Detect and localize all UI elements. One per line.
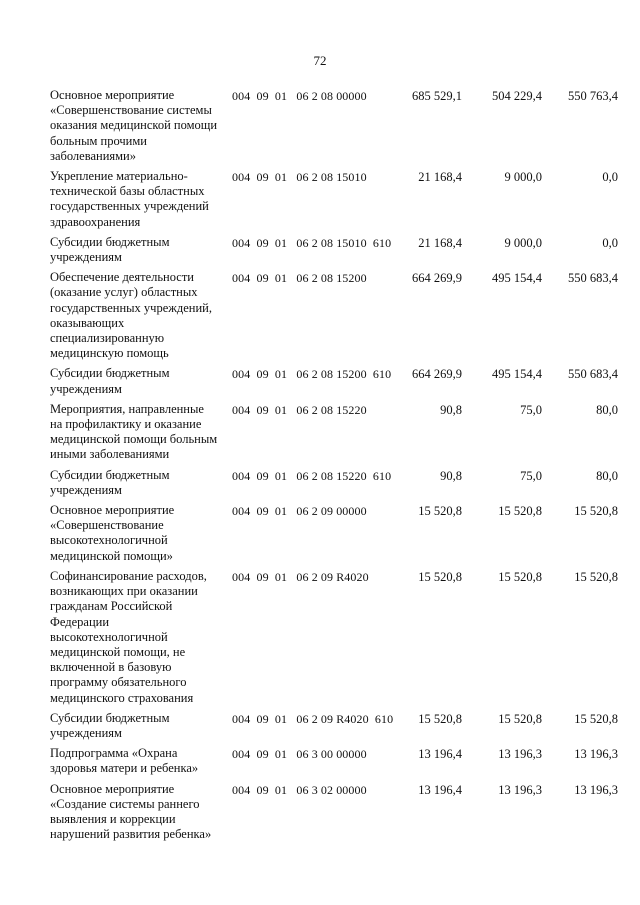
row-value-3: 15 520,8 [574,504,618,519]
row-value-3: 0,0 [602,170,618,185]
row-value-3: 13 196,3 [574,782,618,797]
table-row [0,402,640,463]
row-name: Субсидии бюджетным учреждениям [50,366,170,396]
row-code: 004 09 01 06 3 00 00000 [232,747,367,762]
row-value-1: 13 196,4 [418,747,462,762]
row-value-3: 80,0 [596,402,618,417]
row-code: 004 09 01 06 2 08 15010 610 [232,235,392,250]
row-value-2: 15 520,8 [498,504,542,519]
table-row [0,270,640,361]
row-name: Обеспечение деятельности (оказание услуг) областных государственных учреждений, оказывающих специализированную медицинскую помощь [50,270,212,361]
page-number: 72 [313,53,327,68]
row-name: Подпрограмма «Охрана здоровья матери и ребенка» [50,746,199,776]
budget-table [0,88,640,847]
table-row [0,503,640,564]
row-value-3: 13 196,3 [574,747,618,762]
row-value-2: 495 154,4 [492,367,542,382]
table-row [0,782,640,843]
table-row [0,468,640,498]
row-value-2: 75,0 [520,468,542,483]
row-name: Мероприятия, направленные на профилактику и оказание медицинской помощи больным иными заболеваниями [50,401,218,462]
row-name: Основное мероприятие «Совершенствование высокотехнологичной медицинской помощи» [50,503,175,563]
row-value-2: 75,0 [520,402,542,417]
row-value-2: 15 520,8 [498,711,542,726]
row-value-2: 504 229,4 [492,89,542,103]
row-code: 004 09 01 06 2 08 15200 610 [232,367,392,382]
row-value-2: 13 196,3 [498,747,542,762]
row-value-2: 9 000,0 [504,235,542,250]
table-row [0,746,640,776]
row-code: 004 09 01 06 2 08 15200 [232,271,367,286]
row-name: Субсидии бюджетным учреждениям [50,234,170,265]
row-name: Субсидии бюджетным учреждениям [50,467,170,497]
row-code: 004 09 01 06 2 09 00000 [232,504,367,519]
row-value-1: 664 269,9 [412,367,462,382]
row-value-2: 15 520,8 [498,569,542,584]
row-name: Софинансирование расходов, возникающих при оказании гражданам Российской Федерации высокотехнологичной медицинской помощи, не включенной в базовую программу обязательного медицинского страхования [50,568,207,705]
row-name: Основное мероприятие «Создание системы раннего выявления и коррекции нарушений развития ребенка» [50,781,212,842]
table-row [0,711,640,741]
row-value-1: 664 269,9 [412,271,462,286]
row-value-2: 13 196,3 [498,782,542,797]
table-row [0,235,640,265]
row-value-1: 90,8 [440,468,462,483]
row-value-2: 9 000,0 [504,170,542,185]
row-code: 004 09 01 06 2 09 R4020 610 [232,711,394,726]
row-value-1: 15 520,8 [418,569,462,584]
row-code: 004 09 01 06 2 09 R4020 [232,569,369,584]
table-row [0,88,640,164]
row-value-3: 15 520,8 [574,569,618,584]
row-value-3: 550 683,4 [568,367,618,382]
row-name: Укрепление материально- технической базы областных государственных учреждений здравоохранения [50,169,209,229]
row-value-1: 685 529,1 [412,89,462,103]
row-code: 004 09 01 06 3 02 00000 [232,782,367,797]
row-value-3: 15 520,8 [574,711,618,726]
row-value-3: 550 763,4 [568,89,618,103]
row-value-1: 15 520,8 [418,504,462,519]
row-value-1: 21 168,4 [418,235,462,250]
row-value-1: 21 168,4 [418,170,462,185]
row-value-3: 550 683,4 [568,271,618,286]
row-name: Субсидии бюджетным учреждениям [50,710,170,740]
row-code: 004 09 01 06 2 08 15010 [232,170,367,185]
row-name: Основное мероприятие «Совершенствование системы оказания медицинской помощи больным прочими заболеваниями» [50,88,218,163]
row-value-2: 495 154,4 [492,271,542,286]
row-code: 004 09 01 06 2 08 15220 [232,402,367,417]
row-value-1: 90,8 [440,402,462,417]
table-row [0,569,640,706]
row-value-1: 15 520,8 [418,711,462,726]
row-code: 004 09 01 06 2 08 00000 [232,89,367,103]
row-value-3: 80,0 [596,468,618,483]
row-code: 004 09 01 06 2 08 15220 610 [232,468,392,483]
row-value-3: 0,0 [602,235,618,250]
table-row [0,169,640,230]
row-value-1: 13 196,4 [418,782,462,797]
table-row [0,366,640,396]
